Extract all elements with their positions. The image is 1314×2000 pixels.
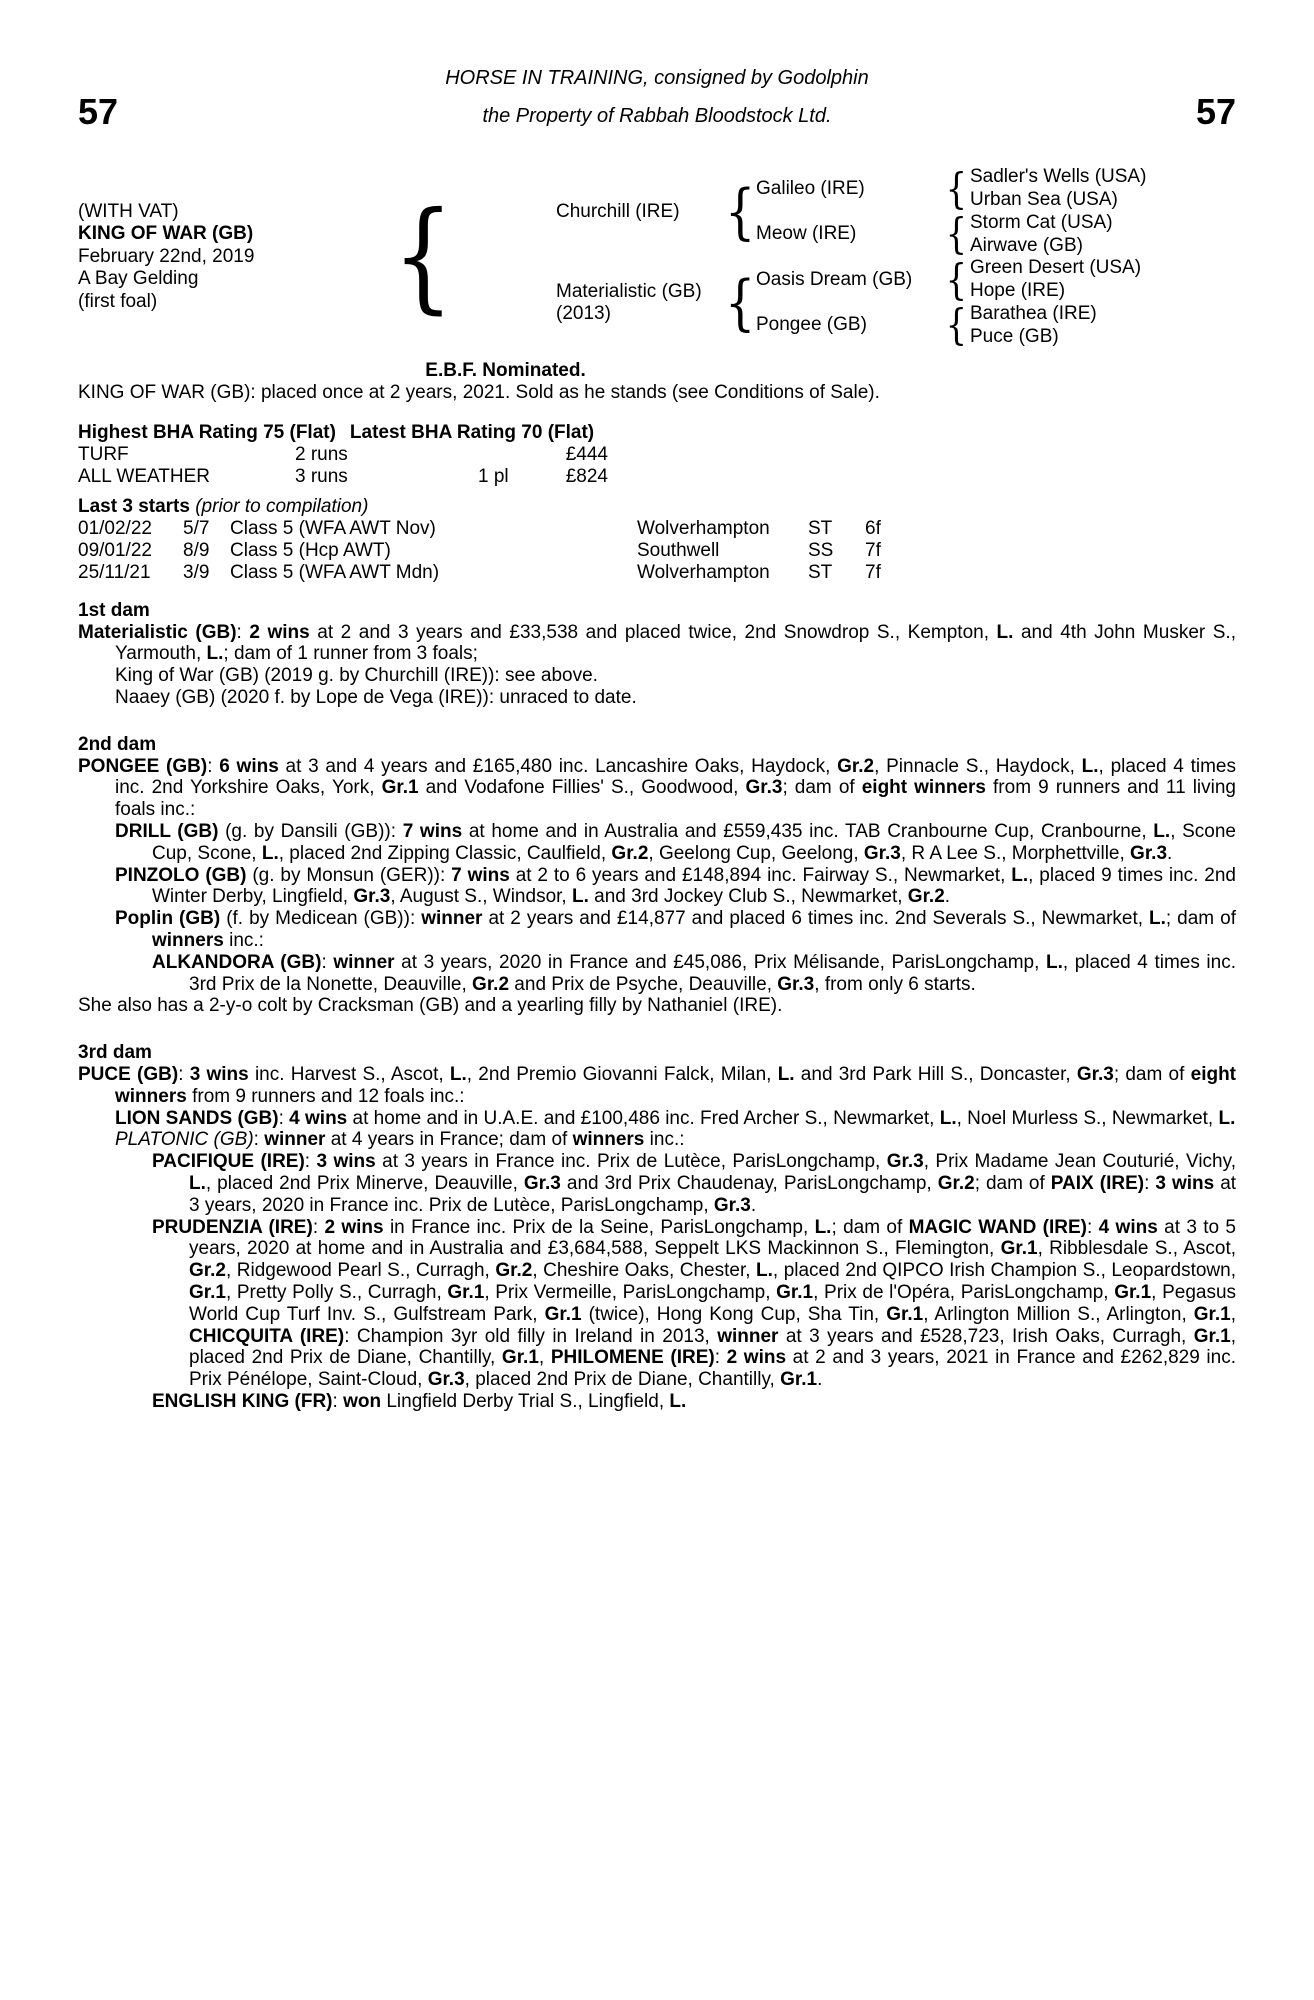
bha-ratings-block <box>78 422 1236 488</box>
catalog-paragraph: PACIFIQUE (IRE): 3 wins at 3 years in France inc. Prix de Lutèce, ParisLongchamp, Gr.3, Prix Madame Jean Couturié, Vichy, L., placed 2nd Prix Minerve, Deauville, Gr.3 and 3rd Prix Chaudenay, ParisLongchamp, Gr.2; dam of PAIX (IRE): 3 wins at 3 years, 2020 in France inc. Prix de Lutèce, ParisLongchamp, Gr.3. <box>152 1151 1237 1216</box>
dam-name: Materialistic (GB) <box>556 280 702 302</box>
start-distance: 7f <box>865 561 881 583</box>
earnings-value: £824 <box>565 465 608 487</box>
lot-number-left: 57 <box>78 91 119 132</box>
property-line: the Property of Rabbah Bloodstock Ltd. <box>482 105 832 127</box>
second-dam-section <box>78 734 1236 1017</box>
grandparent-name: Pongee (GB) <box>756 314 867 336</box>
ebf-nominated-note: E.B.F. Nominated. <box>425 360 586 381</box>
start-date: 25/11/21 <box>78 561 151 583</box>
earnings-value: £444 <box>565 443 608 465</box>
catalog-paragraph: King of War (GB) (2019 g. by Churchill (IRE)): see above. <box>115 665 598 687</box>
grandparents-column <box>756 166 942 348</box>
greatgrandparent-name: Green Desert (USA) <box>970 257 1142 279</box>
start-position: 8/9 <box>183 539 210 561</box>
surface-label: ALL WEATHER <box>78 465 210 487</box>
lot-number-right: 57 <box>1195 91 1236 132</box>
start-going: SS <box>808 539 834 561</box>
first-dam-paragraphs <box>78 622 1236 709</box>
latest-rating: Latest BHA Rating 70 (Flat) <box>349 421 595 443</box>
parents-column <box>556 166 724 348</box>
brace-icon <box>945 168 966 210</box>
ratings-row-turf <box>78 444 1236 466</box>
third-dam-paragraphs <box>78 1064 1236 1413</box>
consignor-line: HORSE IN TRAINING, consigned by Godolphin <box>445 67 869 89</box>
greatgrandparent-name: Sadler's Wells (USA) <box>970 166 1147 188</box>
brace-icon <box>392 197 453 317</box>
catalog-paragraph: LION SANDS (GB): 4 wins at home and in U.A.E. and £100,486 inc. Fred Archer S., Newmarket, L., Noel Murless S., Newmarket, L. <box>115 1107 1236 1129</box>
start-row <box>78 562 1236 584</box>
start-class: Class 5 (Hcp AWT) <box>230 539 391 561</box>
catalog-paragraph: Poplin (GB) (f. by Medicean (GB)): winner at 2 years and £14,877 and placed 6 times inc. 2nd Severals S., Newmarket, L.; dam of winners inc.: <box>115 908 1236 951</box>
start-distance: 7f <box>865 539 881 561</box>
grandparent-name: Oasis Dream (GB) <box>756 268 913 290</box>
greatgrandparent-name: Barathea (IRE) <box>970 302 1097 324</box>
pedigree-table <box>78 166 1236 348</box>
grandparent-name: Meow (IRE) <box>756 223 857 245</box>
brace-icon <box>945 213 966 255</box>
race-record-summary: KING OF WAR (GB): placed once at 2 years, 2021. Sold as he stands (see Conditions of Sale). <box>78 382 880 403</box>
brace-icon <box>725 273 756 333</box>
runs-value: 2 runs <box>295 443 348 465</box>
section-heading: 1st dam <box>78 599 150 621</box>
catalog-paragraph: PINZOLO (GB) (g. by Monsun (GER)): 7 wins at 2 to 6 years and £148,894 inc. Fairway S., Newmarket, L., placed 9 times inc. 2nd Winter Derby, Lingfield, Gr.3, August S., Windsor, L. and 3rd Jockey Club S., Newmarket, Gr.2. <box>115 864 1237 908</box>
brace-icon <box>945 259 966 301</box>
catalog-page <box>78 0 1236 1413</box>
start-going: ST <box>808 517 833 539</box>
start-position: 5/7 <box>183 517 210 539</box>
start-distance: 6f <box>865 517 881 539</box>
greatgrandparent-name: Hope (IRE) <box>970 280 1066 302</box>
start-course: Southwell <box>637 539 720 561</box>
ratings-row-all-weather <box>78 466 1236 488</box>
catalog-paragraph: PONGEE (GB): 6 wins at 3 and 4 years and £165,480 inc. Lancashire Oaks, Haydock, Gr.2, Pinnacle S., Haydock, L., placed 4 times inc. 2nd Yorkshire Oaks, York, Gr.1 and Vodafone Fillies' S., Goodwood, Gr.3; dam of eight winners from 9 runners and 11 living foals inc.: <box>78 755 1236 821</box>
last-starts-title: Last 3 starts <box>78 495 190 517</box>
greatgrandparent-name: Puce (GB) <box>970 325 1059 347</box>
pedigree-braces-grandparents <box>724 166 756 348</box>
lot-header-row <box>78 92 1236 136</box>
second-dam-paragraphs <box>78 756 1236 1018</box>
brace-icon <box>725 182 756 242</box>
dam-year: (2013) <box>556 302 611 324</box>
catalog-paragraph: PRUDENZIA (IRE): 2 wins in France inc. Prix de la Seine, ParisLongchamp, L.; dam of MAGIC WAND (IRE): 4 wins at 3 to 5 years, 2020 at home and in Australia and £3,684,588, Seppelt LKS Mackinnon S., Flemington, Gr.1, Ribblesdale S., Ascot, Gr.2, Ridgewood Pearl S., Curragh, Gr.2, Cheshire Oaks, Chester, L., placed 2nd QIPCO Irish Champion S., Leopardstown, Gr.1, Pretty Polly S., Curragh, Gr.1, Prix Vermeille, ParisLongchamp, Gr.1, Prix de l'Opéra, ParisLongchamp, Gr.1, Pegasus World Cup Turf Inv. S., Gulfstream Park, Gr.1 (twice), Hong Kong Cup, Sha Tin, Gr.1, Arlington Million S., Arlington, Gr.1, CHICQUITA (IRE): Champion 3yr old filly in Ireland in 2013, winner at 3 years and £528,723, Irish Oaks, Curragh, Gr.1, placed 2nd Prix de Diane, Chantilly, Gr.1, PHILOMENE (IRE): 2 wins at 2 and 3 years, 2021 in France and £262,829 inc. Prix Pénélope, Saint-Cloud, Gr.3, placed 2nd Prix de Diane, Chantilly, Gr.1. <box>152 1216 1237 1391</box>
placed-value: 1 pl <box>478 465 509 487</box>
surface-label: TURF <box>78 443 129 465</box>
start-course: Wolverhampton <box>637 561 770 583</box>
runs-value: 3 runs <box>295 465 348 487</box>
pedigree-brace-parents <box>290 166 556 348</box>
start-position: 3/9 <box>183 561 210 583</box>
brace-icon <box>945 304 966 346</box>
horse-name: KING OF WAR (GB) <box>78 223 254 245</box>
catalog-paragraph: She also has a 2-y-o colt by Cracksman (GB) and a yearling filly by Nathaniel (IRE). <box>78 995 783 1017</box>
third-dam-section <box>78 1042 1236 1413</box>
greatgrandparent-name: Airwave (GB) <box>970 234 1083 256</box>
horse-details <box>78 166 290 348</box>
first-dam-section <box>78 600 1236 709</box>
highest-rating: Highest BHA Rating 75 (Flat) <box>78 421 336 443</box>
greatgrandparents-column <box>970 166 1236 348</box>
catalog-paragraph: PUCE (GB): 3 wins inc. Harvest S., Ascot, L., 2nd Premio Giovanni Falck, Milan, L. and 3rd Park Hill S., Doncaster, Gr.3; dam of eight winners from 9 runners and 12 foals inc.: <box>78 1063 1237 1107</box>
pedigree-braces-greatgrandparents <box>942 166 970 348</box>
grandparent-name: Galileo (IRE) <box>756 177 865 199</box>
start-date: 09/01/22 <box>78 539 152 561</box>
start-going: ST <box>808 561 833 583</box>
start-class: Class 5 (WFA AWT Nov) <box>230 517 436 539</box>
last-starts-block <box>78 496 1236 584</box>
sire-name: Churchill (IRE) <box>556 200 680 222</box>
catalog-paragraph: DRILL (GB) (g. by Dansili (GB)): 7 wins at home and in Australia and £559,435 inc. TAB Cranbourne Cup, Cranbourne, L., Scone Cup, Scone, L., placed 2nd Zipping Classic, Caulfield, Gr.2, Geelong Cup, Geelong, Gr.3, R A Lee S., Morphettville, Gr.3. <box>115 820 1236 864</box>
catalog-paragraph: ENGLISH KING (FR): won Lingfield Derby Trial S., Lingfield, L. <box>152 1390 687 1412</box>
catalog-paragraph: Materialistic (GB): 2 wins at 2 and 3 years and £33,538 and placed twice, 2nd Snowdrop S., Kempton, L. and 4th John Musker S., Yarmouth, L.; dam of 1 runner from 3 foals; <box>78 621 1236 665</box>
section-heading: 3rd dam <box>78 1042 152 1064</box>
compilation-note: (prior to compilation) <box>189 495 369 517</box>
catalog-paragraph: PLATONIC (GB): winner at 4 years in France; dam of winners inc.: <box>115 1129 685 1151</box>
section-heading: 2nd dam <box>78 733 157 755</box>
greatgrandparent-name: Urban Sea (USA) <box>970 189 1118 211</box>
catalog-paragraph: Naaey (GB) (2020 f. by Lope de Vega (IRE)): unraced to date. <box>115 686 637 708</box>
catalog-paragraph: ALKANDORA (GB): winner at 3 years, 2020 in France and £45,086, Prix Mélisande, ParisLongchamp, L., placed 4 times inc. 3rd Prix de la Nonette, Deauville, Gr.2 and Prix de Psyche, Deauville, Gr.3, from only 6 starts. <box>152 951 1236 995</box>
greatgrandparent-name: Storm Cat (USA) <box>970 211 1113 233</box>
bha-ratings-heading <box>78 422 1236 444</box>
foaling-date: February 22nd, 2019 <box>78 245 255 267</box>
start-date: 01/02/22 <box>78 517 152 539</box>
start-class: Class 5 (WFA AWT Mdn) <box>230 561 440 583</box>
start-course: Wolverhampton <box>637 517 770 539</box>
start-row <box>78 518 1236 540</box>
start-row <box>78 540 1236 562</box>
placed-value <box>478 444 560 466</box>
horse-description: A Bay Gelding <box>78 268 199 290</box>
last-starts-heading <box>78 496 1236 518</box>
foal-note: (first foal) <box>78 290 158 312</box>
vat-note: (WITH VAT) <box>78 200 179 222</box>
